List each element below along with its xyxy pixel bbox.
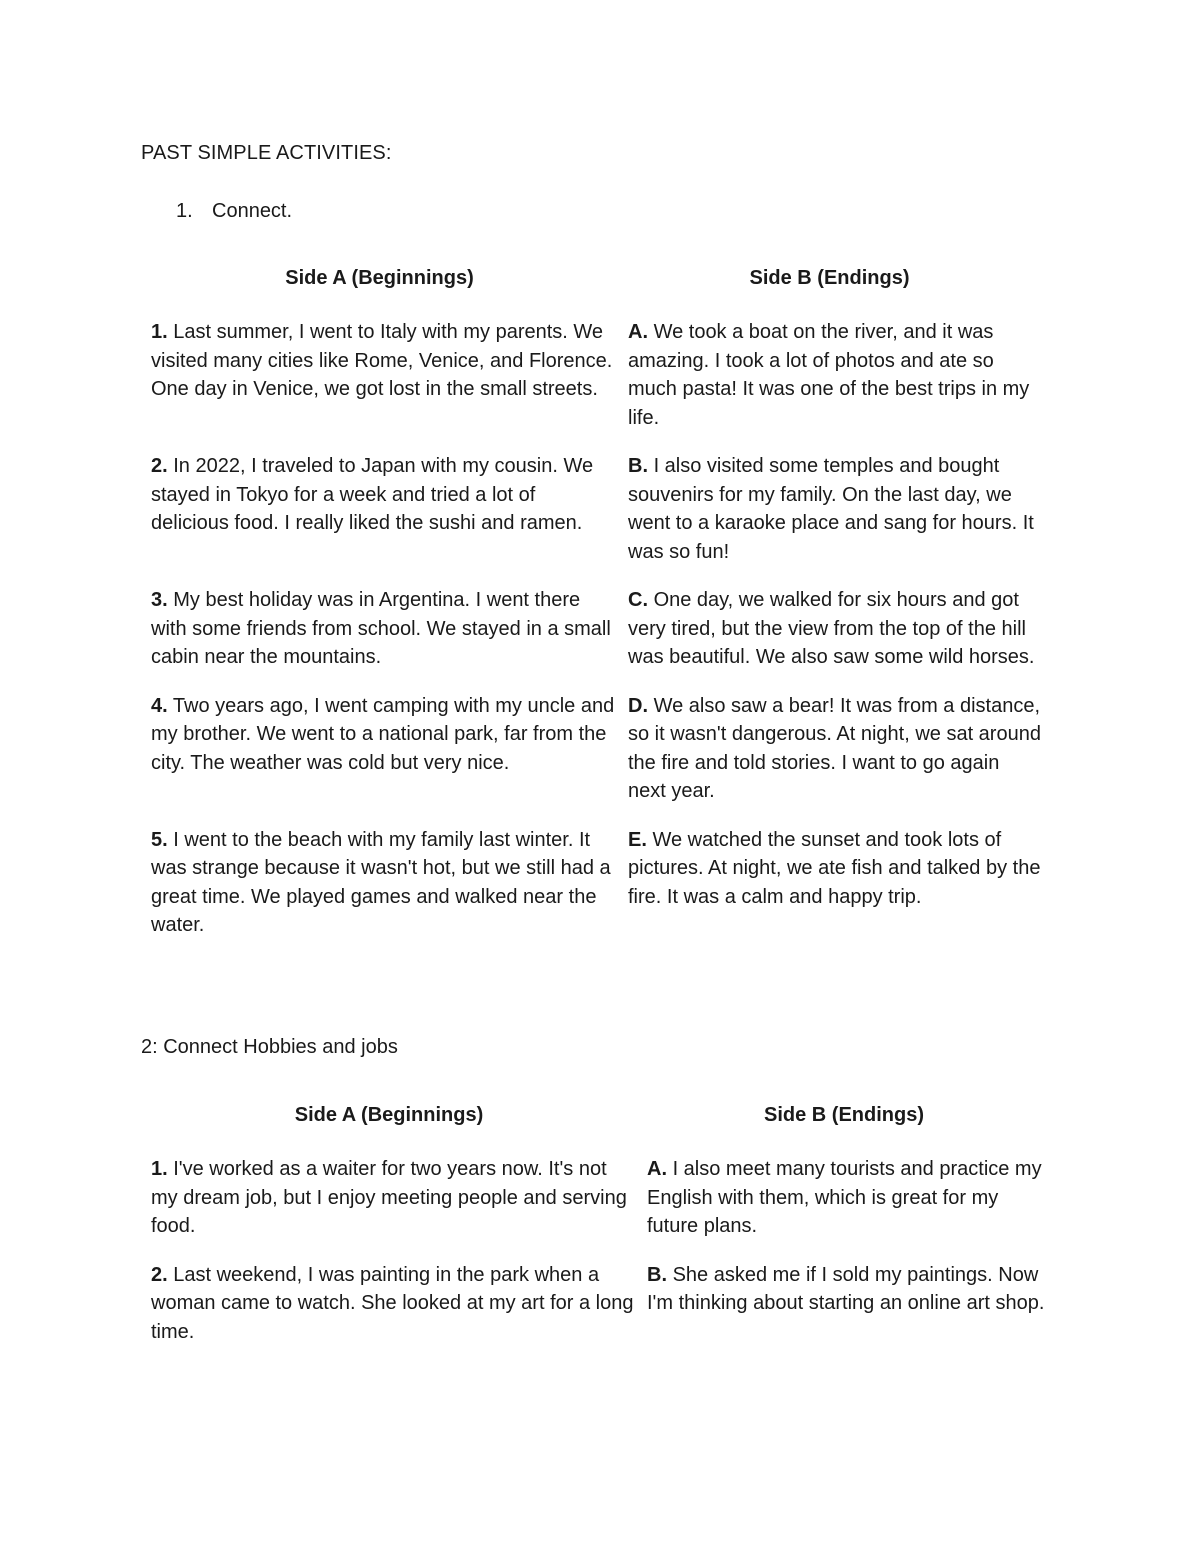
side-a-cell (141, 318, 618, 452)
side-a-cell (141, 1155, 637, 1261)
item-label: A. (647, 1158, 667, 1180)
side-b-cell (618, 318, 1041, 452)
table-row (141, 1261, 1051, 1367)
item-label: 3. (151, 589, 168, 611)
table-row (141, 318, 1041, 452)
item-label: 1. (151, 321, 168, 343)
side-a-header: Side A (Beginnings) (294, 1104, 484, 1126)
table-row (141, 1155, 1051, 1261)
side-a-cell (141, 692, 618, 826)
item-label: 2. (151, 1263, 168, 1286)
item-text: Two years ago, I went camping with my uncle and my brother. We went to a national park, far from the city. The weather was cold but very nice. (151, 694, 615, 774)
item-text: I've worked as a waiter for two years now. It's not my dream job, but I enjoy meeting people and serving food. (151, 1158, 627, 1237)
item-label: 1. (151, 1158, 168, 1180)
side-b-header: Side B (Endings) (749, 267, 910, 289)
list-number: 1. (176, 200, 193, 222)
exercise-2-table (141, 1101, 1051, 1366)
side-b-header: Side B (Endings) (764, 1104, 924, 1126)
item-label: B. (628, 455, 648, 477)
item-text: Last weekend, I was painting in the park when a woman came to watch. She looked at my art for a long time. (151, 1263, 634, 1343)
item-label: E. (628, 828, 647, 851)
exercise-1-instruction (176, 200, 292, 223)
item-text: In 2022, I traveled to Japan with my cousin. We stayed in Tokyo for a week and tried a lot of delicious food. I really liked the sushi and ramen. (151, 455, 594, 534)
table-row (141, 452, 1041, 586)
side-b-cell (618, 826, 1041, 960)
item-label: C. (628, 589, 648, 611)
item-label: D. (628, 694, 648, 717)
item-text: I went to the beach with my family last winter. It was strange because it wasn't hot, but we still had a great time. We played games and walked near the water. (151, 828, 611, 936)
item-text: I also meet many tourists and practice my English with them, which is great for my future plans. (647, 1158, 1042, 1237)
table-row (141, 826, 1041, 960)
item-text: Last summer, I went to Italy with my parents. We visited many cities like Rome, Venice, and Florence. One day in Venice, we got lost in the small streets. (151, 321, 613, 400)
side-a-header: Side A (Beginnings) (285, 267, 474, 289)
side-a-cell (141, 1261, 637, 1367)
page-title: PAST SIMPLE ACTIVITIES: (141, 142, 392, 164)
side-b-cell (637, 1155, 1051, 1261)
item-label: A. (628, 321, 648, 343)
item-label: B. (647, 1263, 667, 1286)
side-b-cell (618, 586, 1041, 692)
exercise-1-table (141, 264, 1041, 960)
item-text: We also saw a bear! It was from a distance, so it wasn't dangerous. At night, we sat around the fire and told stories. I want to go again next year. (628, 694, 1041, 802)
item-label: 5. (151, 828, 168, 851)
side-a-cell (141, 826, 618, 960)
item-text: One day, we walked for six hours and got very tired, but the view from the top of the hill was beautiful. We also saw some wild horses. (628, 589, 1035, 668)
instruction-text: Connect. (212, 200, 293, 222)
side-a-cell (141, 452, 618, 586)
item-label: 4. (151, 694, 168, 717)
side-b-cell (637, 1261, 1051, 1367)
item-text: We took a boat on the river, and it was amazing. I took a lot of photos and ate so much pasta! It was one of the best trips in my life. (628, 321, 1030, 429)
table-row (141, 692, 1041, 826)
item-text: She asked me if I sold my paintings. Now I'm thinking about starting an online art shop. (647, 1263, 1045, 1314)
side-b-cell (618, 452, 1041, 586)
side-b-cell (618, 692, 1041, 826)
item-label: 2. (151, 455, 168, 477)
item-text: We watched the sunset and took lots of pictures. At night, we ate fish and talked by the fire. It was a calm and happy trip. (628, 828, 1041, 908)
item-text: My best holiday was in Argentina. I went there with some friends from school. We stayed in a small cabin near the mountains. (151, 589, 611, 668)
item-text: I also visited some temples and bought souvenirs for my family. On the last day, we went to a karaoke place and sang for hours. It was so fun! (628, 455, 1034, 563)
table-row (141, 586, 1041, 692)
side-a-cell (141, 586, 618, 692)
exercise-2-heading: 2: Connect Hobbies and jobs (141, 1036, 398, 1058)
